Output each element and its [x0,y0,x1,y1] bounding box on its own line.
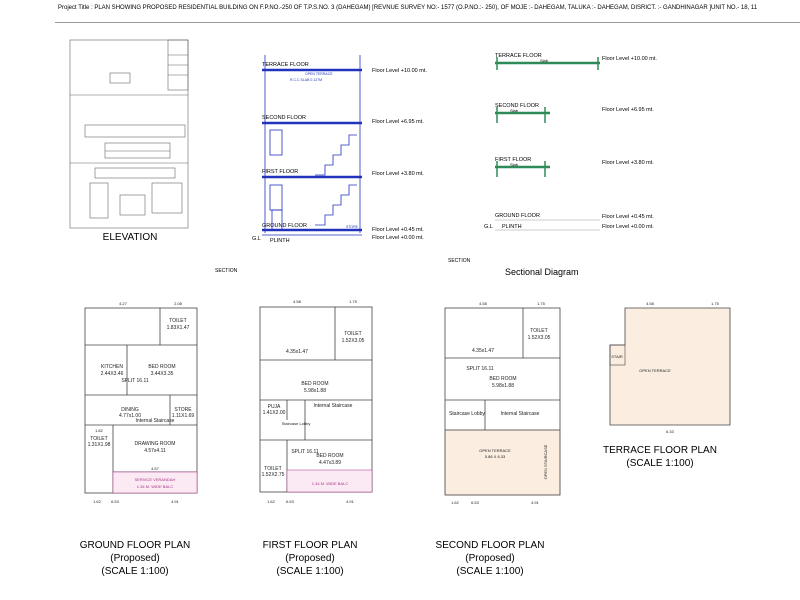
ground-room-label: 3.44X3.35 [150,371,174,377]
first-room-label: 1.52X3.05 [341,338,365,344]
second-room-label: 5.98x1.88 [492,383,514,389]
section-gl-label: G.L [252,236,261,242]
sectional-floor-label: PLINTH [502,224,522,230]
ground-plan-subcaption: (Proposed) [110,553,160,564]
first-room-label: 4.35x1.47 [286,349,308,355]
first-room-label: 4.47x3.89 [319,460,341,466]
first-plan-subcaption: (Proposed) [285,553,335,564]
first-room-label: Staircase Lobby [281,421,311,426]
first-room-label: Internal Staircase [313,403,353,409]
sectional-level-label: Floor Level +0.00 mt. [602,224,654,230]
second-room-label: 5.86 X 6.33 [484,454,506,459]
ground-dim-label: 1.82 [95,428,103,433]
first-room-label: SPLIT 16.11 [291,449,319,455]
second-floor-plan [425,300,575,510]
terrace-room-label: OPEN TERRACE [639,368,671,373]
sectional-caption-small: SECTION [448,258,471,264]
section-level-label: Floor Level +10.00 mt. [372,68,427,74]
ground-room-label: TOILET [169,318,187,324]
ground-room-label: Internal Staircase [135,418,175,424]
section-floor-label: PLINTH [270,238,290,244]
section-floor-label: FIRST FLOOR [262,169,299,175]
first-room-label: BED ROOM [316,453,344,459]
second-plan-caption: SECOND FLOOR PLAN [435,540,545,551]
ground-dim-label: 1.62 [93,499,101,504]
first-plan-scale: (SCALE 1:100) [276,566,344,577]
second-plan-subcaption: (Proposed) [465,553,515,564]
sectional-level-label: Floor Level +0.45 mt. [602,214,654,220]
section-floor-label: SECOND FLOOR [262,115,307,121]
first-room-label: 5.98x1.88 [304,388,326,394]
ground-room-label: BED ROOM [148,364,176,370]
ground-dim-label: 6.53 [111,499,119,504]
ground-room-label: DRAWING ROOM [134,441,176,447]
second-plan-scale: (SCALE 1:100) [456,566,524,577]
section-level-label: Floor Level +3.80 mt. [372,171,424,177]
section-note: R.C.C SLAB 0.127M [290,78,323,82]
ground-room-label: 1.11X1.69 [171,413,195,419]
ground-floor-plan [75,300,210,510]
ground-room-label: 4.77x1.00 [119,413,141,419]
second-dim-label: 6.53 [471,500,479,505]
sectional-slab-label: Slab [510,108,519,113]
terrace-room-label: STAIR [611,354,623,359]
ground-dim-label: 2.08 [174,301,182,306]
section-level-label: Floor Level +6.95 mt. [372,119,424,125]
terrace-dim-label: 1.75 [711,301,719,306]
second-room-label: OPEN STAIRCASE [543,444,548,480]
section-level-label: Floor Level +0.00 mt. [372,235,424,241]
section-floor-label: TERRACE FLOOR [262,62,309,68]
first-plan-caption: FIRST FLOOR PLAN [262,540,358,551]
sectional-level-label: Floor Level +3.80 mt. [602,160,654,166]
ground-room-label: SERVICE VERANDAH [134,477,176,482]
ground-room-label: 1.31X1.98 [87,442,111,448]
second-room-label: 4.35x1.47 [472,348,494,354]
second-room-label: Staircase Lobby [449,411,485,417]
first-room-label: BED ROOM [301,381,329,387]
sectional-floor-label: GROUND FLOOR [495,213,540,219]
ground-dim-label: 4.27 [119,301,127,306]
section-caption: SECTION [215,268,238,274]
sectional-slab-label: Slab [510,162,519,167]
second-room-label: BED ROOM [489,376,517,382]
second-dim-label: 1.62 [451,500,459,505]
ground-room-label: TOILET [90,436,108,442]
terrace-dim-label: 6.33 [666,429,674,434]
second-dim-label: 4.91 [531,500,539,505]
first-dim-label: 6.53 [286,499,294,504]
section-note: STORE [346,225,358,229]
section-floor-label: GROUND FLOOR [262,223,307,229]
ground-room-label: DINING [121,407,139,413]
first-room-label: PUJA [267,404,281,410]
elevation-caption: ELEVATION [102,232,158,243]
sectional-floor-label: TERRACE FLOOR [495,53,542,59]
first-dim-label: 1.75 [349,299,357,304]
second-room-label: SPLIT 16.11 [466,366,494,372]
sectional-diagram [480,35,700,245]
section-drawing [250,35,470,245]
project-title: Project Title : PLAN SHOWING PROPOSED RESIDENTIAL BUILDING ON F.P.NO.-250 OF T.P.S.NO. 3 (DAHEGAM) [REVNUE SURVEY NO:- 1577 (O.P.NO.:- 250), OF MOJE :- DAHEGAM, TALUKA :- DAHEGAM, DISRICT. :- GANDHINAGAR ]UNIT NO.- 18, 11 [58,5,758,11]
first-dim-label: 4.58 [293,299,301,304]
sectional-slab-label: Slab [540,58,549,63]
first-room-label: TOILET [264,466,282,472]
ground-plan-caption: GROUND FLOOR PLAN [79,540,191,551]
ground-room-label: 4.57x4.11 [144,448,166,454]
ground-plan-scale: (SCALE 1:100) [101,566,169,577]
ground-room-label: STORE [174,407,192,413]
first-floor-plan [245,295,380,510]
first-room-label: TOILET [344,331,362,337]
second-room-label: TOILET [530,328,548,334]
ground-room-label: SPLIT 16.11 [121,378,149,384]
ground-room-label: KITCHEN [101,364,123,370]
terrace-dim-label: 4.58 [646,301,654,306]
sectional-caption: Sectional Diagram [505,267,579,277]
ground-room-label: 2.44X3.46 [100,371,124,377]
section-note: OPEN TERRACE [305,72,333,76]
first-room-label: 1.34 M. WIDE BALC [311,481,349,486]
sectional-floor-label: SECOND FLOOR [495,103,540,109]
sectional-gl-label: G.L [484,224,493,230]
second-room-label: OPEN TERRACE [479,448,511,453]
ground-room-label: 1.83X1.47 [166,325,190,331]
elevation-drawing [60,35,200,235]
terrace-plan-scale: (SCALE 1:100) [626,458,694,469]
sectional-floor-label: FIRST FLOOR [495,157,532,163]
terrace-floor-plan [595,300,745,435]
section-level-label: Floor Level +0.45 mt. [372,227,424,233]
second-room-label: Internal Staircase [500,411,540,417]
title-rule [55,22,800,23]
sectional-level-label: Floor Level +6.95 mt. [602,107,654,113]
first-dim-label: 1.62 [267,499,275,504]
ground-dim-label: 4.91 [171,499,179,504]
ground-dim-label: 4.57 [151,466,159,471]
ground-room-label: 1.34 M. WIDE BALC [136,484,174,489]
second-room-label: 1.52X3.05 [527,335,551,341]
second-dim-label: 1.75 [537,301,545,306]
terrace-plan-caption: TERRACE FLOOR PLAN [603,445,717,456]
first-room-label: 1.52X2.75 [261,472,285,478]
second-dim-label: 4.58 [479,301,487,306]
first-dim-label: 4.91 [346,499,354,504]
first-room-label: 1.41X2.00 [262,410,286,416]
sectional-level-label: Floor Level +10.00 mt. [602,56,657,62]
